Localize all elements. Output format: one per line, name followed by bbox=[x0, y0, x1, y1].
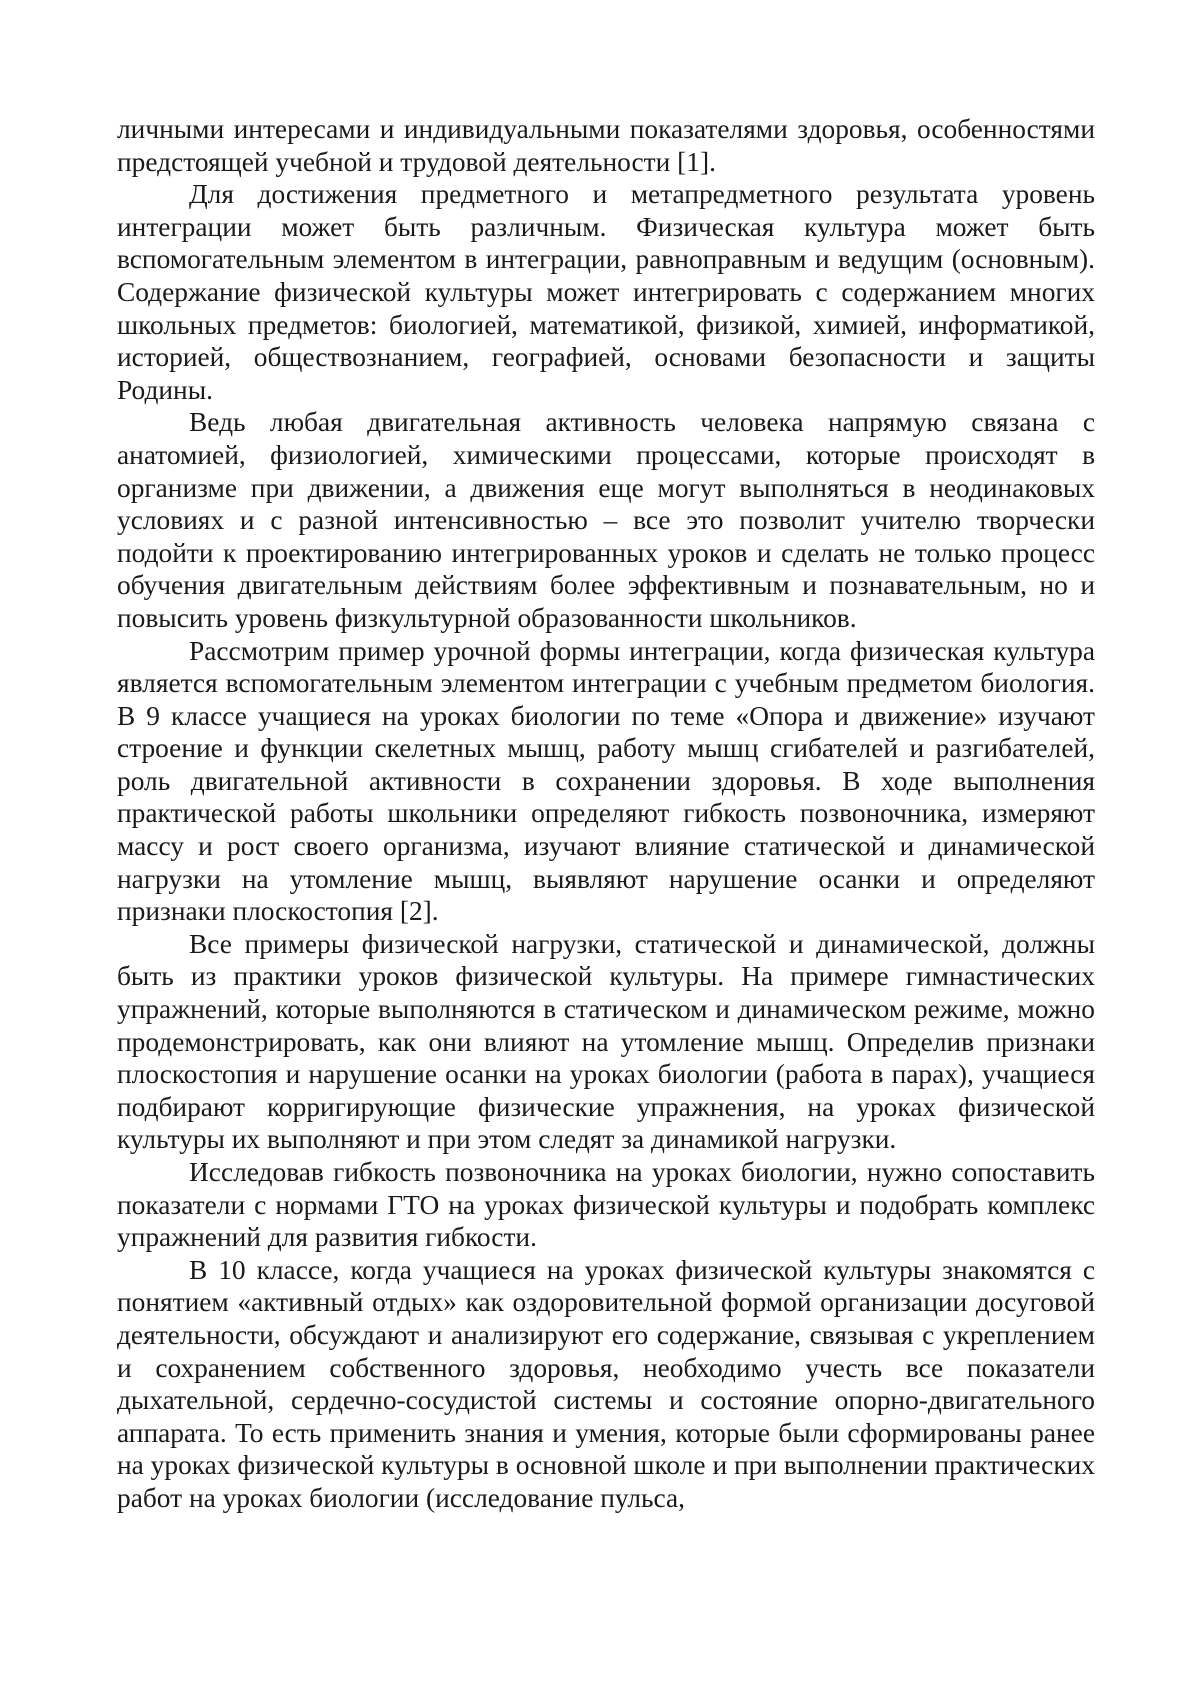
paragraph-grade-10: В 10 классе, когда учащиеся на уроках физической культуры знакомятся с понятием «активный отдых» как оздоровительной формой организации досуговой деятельности, обсуждают и анализируют его содержание, связывая с укреплением и сохранением собственного здоровья, необходимо учесть все показатели дыхательной, сердечно-сосудистой системы и состояние опорно-двигательного аппарата. То есть применить знания и умения, которые были сформированы ранее на уроках физической культуры в основной школе и при выполнении практических работ на уроках биологии (исследование пульса, bbox=[117, 1254, 1095, 1513]
paragraph-continuation: личными интересами и индивидуальными показателями здоровья, особенностями предстоящей учебной и трудовой деятельности [1]. bbox=[117, 114, 1095, 177]
paragraph-load-examples: Все примеры физической нагрузки, статической и динамической, должны быть из практики уроков физической культуры. На примере гимнастических упражнений, которые выполняются в статическом и динамическом режиме, можно продемонстрировать, как они влияют на утомление мышц. Определив признаки плоскостопия и нарушение осанки на уроках биологии (работа в парах), учащиеся подбирают корригирующие физические упражнения, на уроках физической культуры их выполняют и при этом следят за динамикой нагрузки. bbox=[117, 928, 1095, 1155]
paragraph-integration-levels: Для достижения предметного и метапредметного результата уровень интеграции может быть различным. Физическая культура может быть вспомогательным элементом в интеграции, равноправным и ведущим (основным). Содержание физической культуры может интегрировать с содержанием многих школьных предметов: биологией, математикой, физикой, химией, информатикой, историей, обществознанием, географией, основами безопасности и защиты Родины. bbox=[117, 179, 1095, 405]
paragraph-biology-example: Рассмотрим пример урочной формы интеграции, когда физическая культура является вспомогательным элементом интеграции с учебным предметом биология. В 9 классе учащиеся на уроках биологии по теме «Опора и движение» изучают строение и функции скелетных мышц, работу мышц сгибателей и разгибателей, роль двигательной активности в сохранении здоровья. В ходе выполнения практической работы школьники определяют гибкость позвоночника, измеряют массу и рост своего организма, изучают влияние статической и динамической нагрузки на утомление мышц, выявляют нарушение осанки и определяют признаки плоскостопия [2]. bbox=[117, 635, 1095, 927]
paragraph-flexibility: Исследовав гибкость позвоночника на уроках биологии, нужно сопоставить показатели с нормами ГТО на уроках физической культуры и подобрать комплекс упражнений для развития гибкости. bbox=[117, 1157, 1095, 1253]
paragraph-motor-activity: Ведь любая двигательная активность человека напрямую связана с анатомией, физиологией, химическими процессами, которые происходят в организме при движении, а движения еще могут выполняться в неодинаковых условиях и с разной интенсивностью – все это позволит учителю творчески подойти к проектированию интегрированных уроков и сделать не только процесс обучения двигательным действиям более эффективным и познавательным, но и повысить уровень физкультурной образованности школьников. bbox=[117, 407, 1095, 633]
document-page bbox=[117, 113, 1095, 1515]
